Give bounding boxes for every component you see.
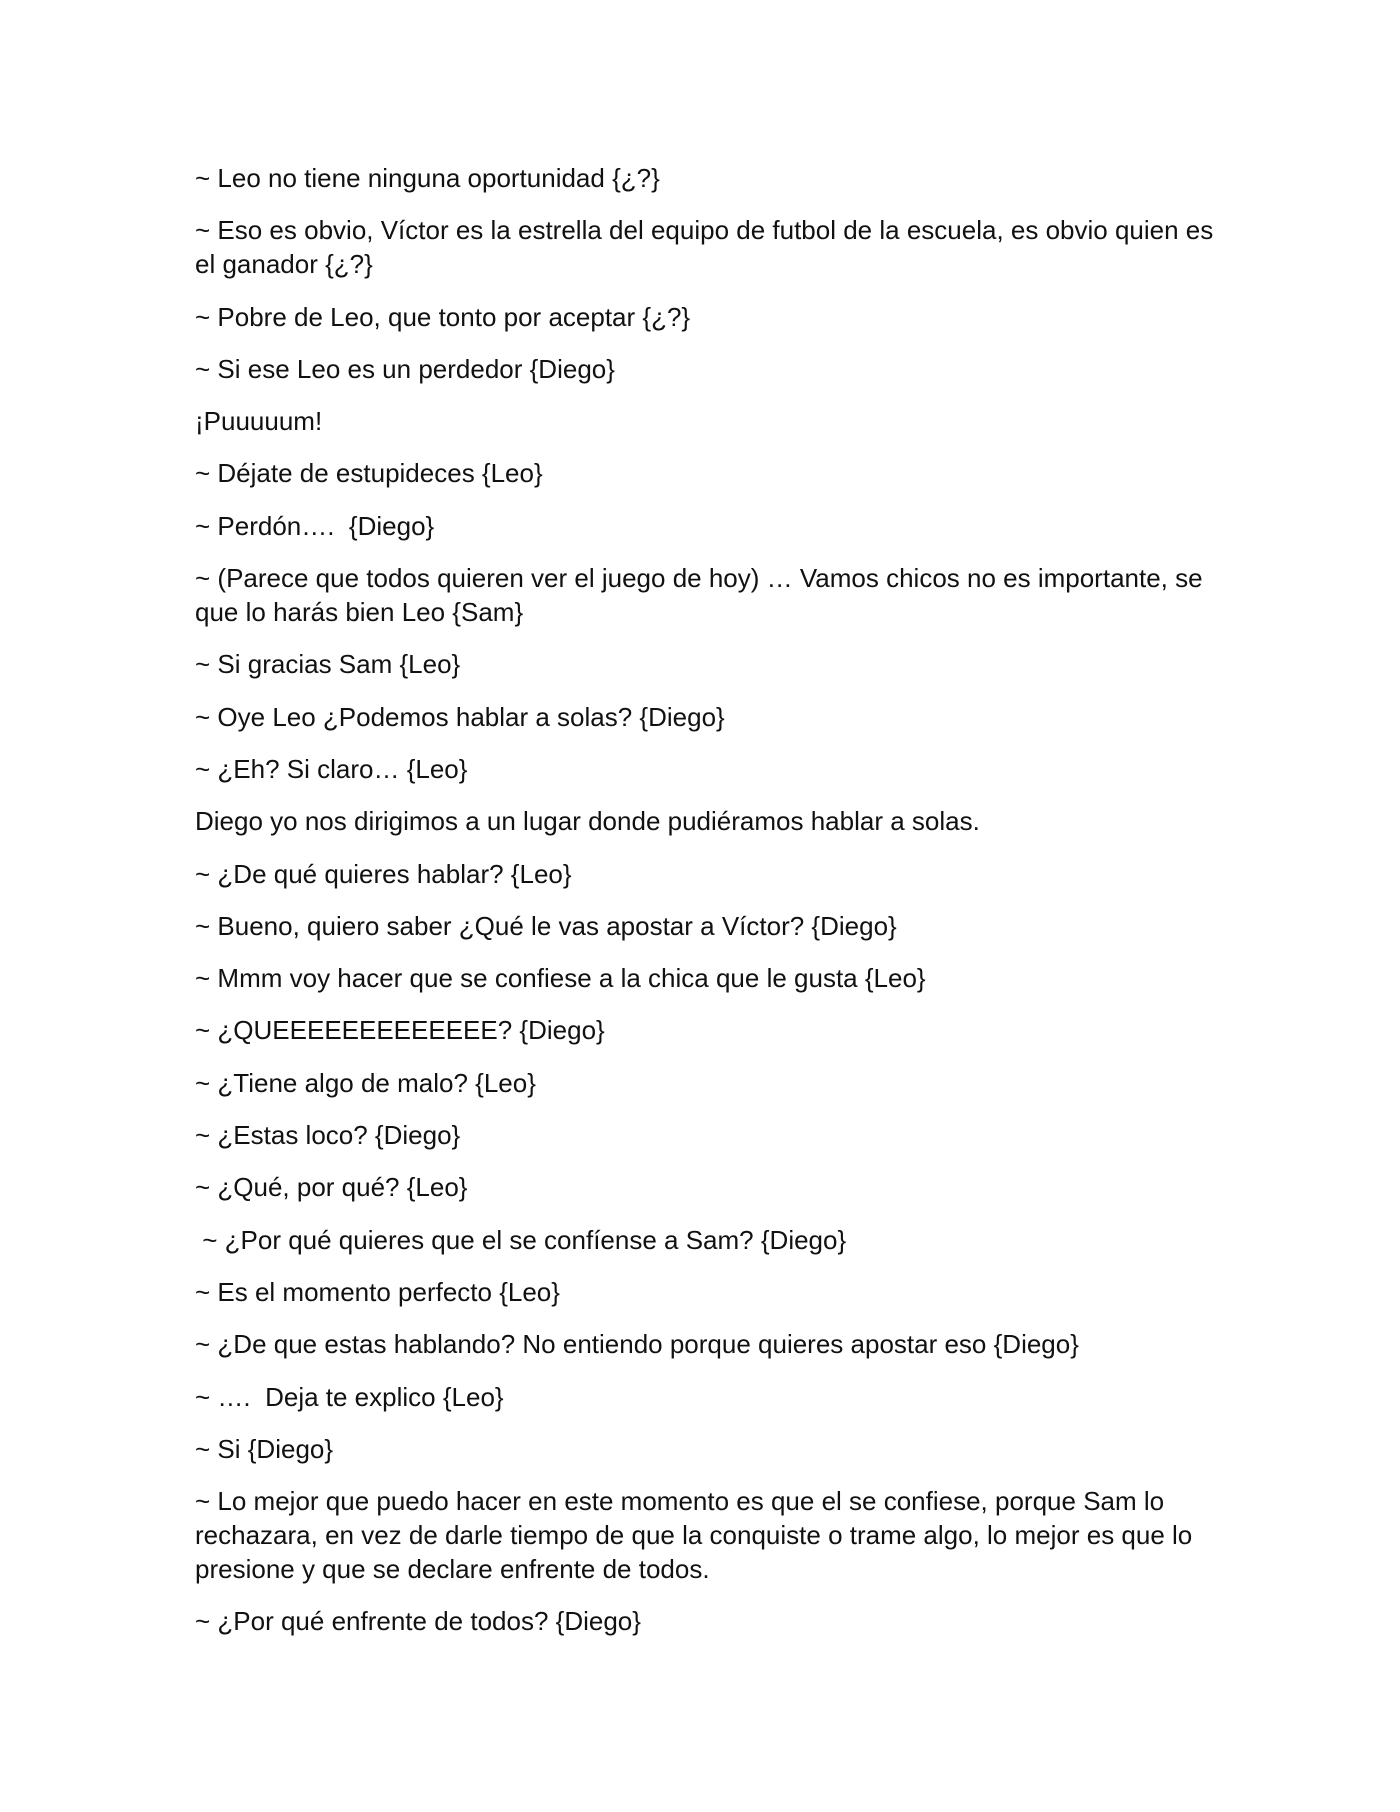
- dialogue-line: ~ Perdón…. {Diego}: [195, 510, 435, 541]
- dialogue-line: ~ ¿Por qué enfrente de todos? {Diego}: [195, 1606, 641, 1637]
- dialogue-line: ~ Oye Leo ¿Podemos hablar a solas? {Diego}: [195, 701, 725, 732]
- dialogue-line: ~ ¿Tiene algo de malo? {Leo}: [195, 1067, 536, 1098]
- dialogue-line: ~ Eso es obvio, Víctor es la estrella del equipo de futbol de la escuela, es obvio quien es el ganador {¿?}: [195, 215, 1221, 280]
- dialogue-line: ~ Pobre de Leo, que tonto por aceptar {¿?}: [195, 301, 691, 332]
- dialogue-line: ~ ¿Qué, por qué? {Leo}: [195, 1172, 468, 1203]
- dialogue-line: ~ Leo no tiene ninguna oportunidad {¿?}: [195, 163, 660, 193]
- document-body: [195, 161, 1225, 1657]
- dialogue-line: ~ ¿De qué quieres hablar? {Leo}: [195, 858, 572, 889]
- dialogue-line: ~ Si gracias Sam {Leo}: [195, 649, 461, 680]
- dialogue-line: ~ Mmm voy hacer que se confiese a la chica que le gusta {Leo}: [195, 963, 926, 994]
- dialogue-line: ~ ¿De que estas hablando? No entiendo porque quieres apostar eso {Diego}: [195, 1329, 1079, 1360]
- dialogue-line: ~ ¿Por qué quieres que el se confíense a Sam? {Diego}: [195, 1224, 847, 1255]
- dialogue-line: ~ Lo mejor que puedo hacer en este momento es que el se confiese, porque Sam lo rechazara, en vez de darle tiempo de que la conquiste o trame algo, lo mejor es que lo presione y que se declare enfrente de todos.: [195, 1486, 1200, 1585]
- dialogue-line: ~ Déjate de estupideces {Leo}: [195, 458, 543, 489]
- dialogue-line: ~ ¿Eh? Si claro… {Leo}: [195, 753, 468, 784]
- dialogue-line: ~ ¿QUEEEEEEEEEEEEE? {Diego}: [195, 1015, 605, 1046]
- narration-line: Diego yo nos dirigimos a un lugar donde pudiéramos hablar a solas.: [195, 806, 980, 837]
- sound-effect-line: ¡Puuuuum!: [195, 406, 323, 437]
- dialogue-line: ~ ¿Estas loco? {Diego}: [195, 1120, 461, 1151]
- dialogue-line: ~ Si ese Leo es un perdedor {Diego}: [195, 353, 615, 384]
- dialogue-line: ~ Es el momento perfecto {Leo}: [195, 1276, 560, 1307]
- dialogue-line: ~ (Parece que todos quieren ver el juego de hoy) … Vamos chicos no es importante, se que lo harás bien Leo {Sam}: [195, 563, 1210, 628]
- dialogue-line: ~ Bueno, quiero saber ¿Qué le vas apostar a Víctor? {Diego}: [195, 910, 897, 941]
- dialogue-line: ~ …. Deja te explico {Leo}: [195, 1381, 504, 1412]
- dialogue-line: ~ Si {Diego}: [195, 1433, 334, 1464]
